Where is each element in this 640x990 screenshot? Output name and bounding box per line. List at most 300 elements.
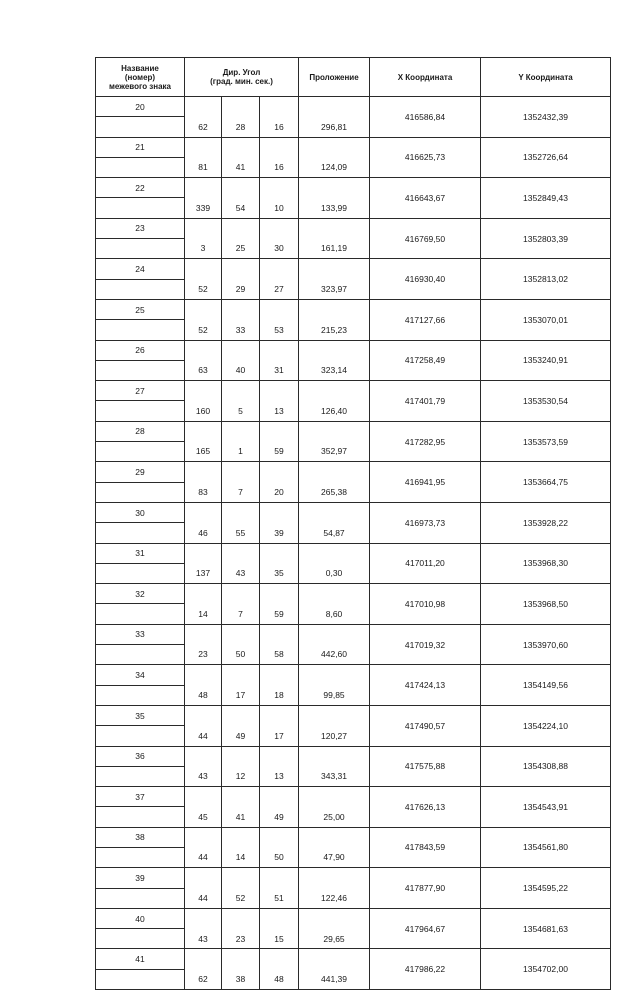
header-point-name-line1: Название: [121, 63, 159, 73]
x-coordinate-cell: 417019,32: [370, 624, 481, 665]
segment-dist-cell: 442,60: [299, 645, 370, 665]
segment-deg-cell: 63: [185, 360, 222, 380]
empty-cell: [299, 705, 370, 725]
segment-min-cell: 55: [222, 523, 260, 543]
empty-cell: [96, 523, 185, 543]
point-name-cell: 32: [96, 584, 185, 604]
segment-sec-cell: 31: [260, 360, 299, 380]
x-coordinate-cell: 417877,90: [370, 868, 481, 909]
point-name-cell: 28: [96, 421, 185, 441]
empty-cell: [299, 746, 370, 766]
empty-cell: [299, 624, 370, 644]
segment-min-cell: 29: [222, 279, 260, 299]
point-name-cell: 27: [96, 381, 185, 401]
header-point-name: [96, 58, 185, 97]
y-coordinate-cell: 1353968,50: [481, 584, 611, 625]
empty-cell: [299, 462, 370, 482]
empty-cell: [222, 218, 260, 238]
segment-dist-cell: 161,19: [299, 239, 370, 259]
point-row: [96, 584, 611, 604]
segment-sec-cell: 59: [260, 442, 299, 462]
segment-min-cell: 1: [222, 442, 260, 462]
empty-cell: [222, 462, 260, 482]
segment-dist-cell: 99,85: [299, 685, 370, 705]
empty-cell: [96, 320, 185, 340]
point-name-cell: 25: [96, 299, 185, 319]
segment-dist-cell: 29,65: [299, 929, 370, 949]
header-direction-angle: [185, 58, 299, 97]
empty-cell: [185, 340, 222, 360]
segment-sec-cell: 18: [260, 685, 299, 705]
empty-cell: [96, 929, 185, 949]
empty-cell: [222, 584, 260, 604]
segment-sec-cell: 58: [260, 645, 299, 665]
empty-cell: [185, 218, 222, 238]
segment-dist-cell: 126,40: [299, 401, 370, 421]
empty-cell: [96, 279, 185, 299]
segment-min-cell: 14: [222, 847, 260, 867]
empty-cell: [185, 624, 222, 644]
point-name-cell: 23: [96, 218, 185, 238]
segment-sec-cell: 13: [260, 401, 299, 421]
empty-cell: [96, 847, 185, 867]
empty-cell: [260, 868, 299, 888]
empty-cell: [222, 421, 260, 441]
segment-sec-cell: 50: [260, 847, 299, 867]
point-name-cell: 31: [96, 543, 185, 563]
y-coordinate-cell: 1353530,54: [481, 381, 611, 422]
empty-cell: [299, 665, 370, 685]
x-coordinate-cell: 417986,22: [370, 949, 481, 990]
x-coordinate-cell: 417011,20: [370, 543, 481, 584]
segment-deg-cell: 81: [185, 157, 222, 177]
segment-min-cell: 49: [222, 726, 260, 746]
segment-deg-cell: 160: [185, 401, 222, 421]
segment-dist-cell: 296,81: [299, 117, 370, 137]
empty-cell: [185, 746, 222, 766]
empty-cell: [260, 543, 299, 563]
segment-dist-cell: 0,30: [299, 563, 370, 583]
segment-deg-cell: 44: [185, 847, 222, 867]
segment-sec-cell: 51: [260, 888, 299, 908]
empty-cell: [96, 726, 185, 746]
empty-cell: [222, 868, 260, 888]
empty-cell: [222, 949, 260, 969]
empty-cell: [299, 178, 370, 198]
empty-cell: [96, 969, 185, 989]
segment-dist-cell: 8,60: [299, 604, 370, 624]
empty-cell: [222, 259, 260, 279]
segment-deg-cell: 44: [185, 888, 222, 908]
empty-cell: [96, 442, 185, 462]
empty-cell: [185, 137, 222, 157]
empty-cell: [260, 584, 299, 604]
header-point-name-line3: межевого знака: [108, 81, 172, 91]
empty-cell: [260, 502, 299, 522]
x-coordinate-cell: 416973,73: [370, 502, 481, 543]
point-row: [96, 178, 611, 198]
point-name-cell: 24: [96, 259, 185, 279]
table-header-row: [96, 58, 611, 97]
segment-dist-cell: 343,31: [299, 766, 370, 786]
empty-cell: [299, 340, 370, 360]
x-coordinate-cell: 416586,84: [370, 97, 481, 138]
point-name-cell: 26: [96, 340, 185, 360]
point-row: [96, 340, 611, 360]
segment-sec-cell: 59: [260, 604, 299, 624]
boundary-coordinates-sheet: [95, 57, 610, 990]
segment-dist-cell: 441,39: [299, 969, 370, 989]
x-coordinate-cell: 417626,13: [370, 787, 481, 828]
y-coordinate-cell: 1353970,60: [481, 624, 611, 665]
y-coordinate-cell: 1354224,10: [481, 705, 611, 746]
segment-dist-cell: 323,97: [299, 279, 370, 299]
y-coordinate-cell: 1353968,30: [481, 543, 611, 584]
x-coordinate-cell: 417282,95: [370, 421, 481, 462]
segment-sec-cell: 16: [260, 117, 299, 137]
segment-dist-cell: 122,46: [299, 888, 370, 908]
empty-cell: [185, 543, 222, 563]
header-x-coordinate: X Координата: [370, 58, 481, 97]
segment-deg-cell: 14: [185, 604, 222, 624]
x-coordinate-cell: 417575,88: [370, 746, 481, 787]
empty-cell: [260, 746, 299, 766]
empty-cell: [260, 218, 299, 238]
empty-cell: [299, 868, 370, 888]
point-name-cell: 40: [96, 908, 185, 928]
header-angle-title: Дир. Угол: [222, 68, 261, 77]
empty-cell: [299, 218, 370, 238]
empty-cell: [222, 787, 260, 807]
x-coordinate-cell: 417258,49: [370, 340, 481, 381]
empty-cell: [260, 421, 299, 441]
point-row: [96, 462, 611, 482]
x-coordinate-cell: 416625,73: [370, 137, 481, 178]
segment-deg-cell: 52: [185, 279, 222, 299]
empty-cell: [260, 178, 299, 198]
empty-cell: [260, 787, 299, 807]
point-row: [96, 787, 611, 807]
segment-sec-cell: 49: [260, 807, 299, 827]
x-coordinate-cell: 416643,67: [370, 178, 481, 219]
segment-min-cell: 7: [222, 604, 260, 624]
segment-min-cell: 40: [222, 360, 260, 380]
segment-sec-cell: 27: [260, 279, 299, 299]
point-name-cell: 38: [96, 827, 185, 847]
point-row: [96, 624, 611, 644]
segment-sec-cell: 20: [260, 482, 299, 502]
empty-cell: [185, 868, 222, 888]
point-name-cell: 35: [96, 705, 185, 725]
segment-dist-cell: 352,97: [299, 442, 370, 462]
empty-cell: [260, 827, 299, 847]
y-coordinate-cell: 1352726,64: [481, 137, 611, 178]
segment-deg-cell: 48: [185, 685, 222, 705]
segment-min-cell: 25: [222, 239, 260, 259]
empty-cell: [299, 827, 370, 847]
empty-cell: [96, 807, 185, 827]
empty-cell: [299, 421, 370, 441]
empty-cell: [260, 624, 299, 644]
segment-min-cell: 28: [222, 117, 260, 137]
y-coordinate-cell: 1352432,39: [481, 97, 611, 138]
empty-cell: [96, 604, 185, 624]
x-coordinate-cell: 417490,57: [370, 705, 481, 746]
empty-cell: [299, 137, 370, 157]
segment-deg-cell: 339: [185, 198, 222, 218]
empty-cell: [260, 949, 299, 969]
x-coordinate-cell: 417401,79: [370, 381, 481, 422]
empty-cell: [185, 908, 222, 928]
x-coordinate-cell: 417964,67: [370, 908, 481, 949]
point-name-cell: 33: [96, 624, 185, 644]
empty-cell: [185, 299, 222, 319]
empty-cell: [299, 299, 370, 319]
y-coordinate-cell: 1353664,75: [481, 462, 611, 503]
segment-dist-cell: 120,27: [299, 726, 370, 746]
segment-deg-cell: 46: [185, 523, 222, 543]
segment-deg-cell: 45: [185, 807, 222, 827]
empty-cell: [96, 563, 185, 583]
point-name-cell: 39: [96, 868, 185, 888]
empty-cell: [96, 117, 185, 137]
empty-cell: [222, 299, 260, 319]
empty-cell: [222, 97, 260, 117]
y-coordinate-cell: 1353928,22: [481, 502, 611, 543]
y-coordinate-cell: 1354702,00: [481, 949, 611, 990]
segment-deg-cell: 62: [185, 969, 222, 989]
empty-cell: [222, 502, 260, 522]
empty-cell: [185, 462, 222, 482]
empty-cell: [222, 624, 260, 644]
empty-cell: [185, 665, 222, 685]
y-coordinate-cell: 1353240,91: [481, 340, 611, 381]
segment-dist-cell: 25,00: [299, 807, 370, 827]
segment-dist-cell: 124,09: [299, 157, 370, 177]
segment-sec-cell: 17: [260, 726, 299, 746]
point-name-cell: 21: [96, 137, 185, 157]
empty-cell: [260, 462, 299, 482]
empty-cell: [185, 787, 222, 807]
segment-deg-cell: 23: [185, 645, 222, 665]
coordinates-table: [95, 57, 611, 990]
point-name-cell: 37: [96, 787, 185, 807]
y-coordinate-cell: 1354543,91: [481, 787, 611, 828]
empty-cell: [260, 137, 299, 157]
empty-cell: [299, 97, 370, 117]
point-name-cell: 30: [96, 502, 185, 522]
point-row: [96, 827, 611, 847]
point-row: [96, 381, 611, 401]
empty-cell: [96, 401, 185, 421]
segment-sec-cell: 48: [260, 969, 299, 989]
empty-cell: [222, 381, 260, 401]
point-row: [96, 97, 611, 117]
segment-min-cell: 7: [222, 482, 260, 502]
empty-cell: [96, 766, 185, 786]
segment-min-cell: 41: [222, 157, 260, 177]
empty-cell: [96, 888, 185, 908]
x-coordinate-cell: 417843,59: [370, 827, 481, 868]
point-name-cell: 41: [96, 949, 185, 969]
segment-dist-cell: 54,87: [299, 523, 370, 543]
segment-dist-cell: 133,99: [299, 198, 370, 218]
point-row: [96, 137, 611, 157]
segment-deg-cell: 165: [185, 442, 222, 462]
point-name-cell: 34: [96, 665, 185, 685]
empty-cell: [96, 645, 185, 665]
segment-dist-cell: 265,38: [299, 482, 370, 502]
segment-deg-cell: 137: [185, 563, 222, 583]
empty-cell: [299, 908, 370, 928]
point-row: [96, 259, 611, 279]
segment-dist-cell: 323,14: [299, 360, 370, 380]
empty-cell: [299, 259, 370, 279]
empty-cell: [222, 178, 260, 198]
empty-cell: [185, 178, 222, 198]
empty-cell: [96, 157, 185, 177]
segment-min-cell: 17: [222, 685, 260, 705]
empty-cell: [185, 827, 222, 847]
segment-dist-cell: 215,23: [299, 320, 370, 340]
point-row: [96, 421, 611, 441]
empty-cell: [222, 705, 260, 725]
empty-cell: [96, 239, 185, 259]
empty-cell: [185, 381, 222, 401]
empty-cell: [299, 381, 370, 401]
empty-cell: [222, 746, 260, 766]
point-row: [96, 218, 611, 238]
x-coordinate-cell: 417424,13: [370, 665, 481, 706]
segment-min-cell: 43: [222, 563, 260, 583]
point-row: [96, 665, 611, 685]
empty-cell: [260, 299, 299, 319]
segment-sec-cell: 15: [260, 929, 299, 949]
segment-sec-cell: 30: [260, 239, 299, 259]
empty-cell: [260, 259, 299, 279]
x-coordinate-cell: 416941,95: [370, 462, 481, 503]
y-coordinate-cell: 1352813,02: [481, 259, 611, 300]
table-body: [96, 97, 611, 990]
y-coordinate-cell: 1353573,59: [481, 421, 611, 462]
point-name-cell: 29: [96, 462, 185, 482]
empty-cell: [96, 685, 185, 705]
segment-min-cell: 41: [222, 807, 260, 827]
point-row: [96, 868, 611, 888]
segment-deg-cell: 83: [185, 482, 222, 502]
empty-cell: [185, 259, 222, 279]
segment-min-cell: 5: [222, 401, 260, 421]
empty-cell: [222, 543, 260, 563]
empty-cell: [299, 502, 370, 522]
empty-cell: [260, 665, 299, 685]
segment-sec-cell: 53: [260, 320, 299, 340]
empty-cell: [185, 502, 222, 522]
x-coordinate-cell: 417010,98: [370, 584, 481, 625]
point-name-cell: 22: [96, 178, 185, 198]
x-coordinate-cell: 416769,50: [370, 218, 481, 259]
segment-min-cell: 12: [222, 766, 260, 786]
header-point-name-line2: (номер): [124, 72, 156, 82]
empty-cell: [96, 198, 185, 218]
empty-cell: [299, 949, 370, 969]
point-row: [96, 949, 611, 969]
empty-cell: [185, 705, 222, 725]
y-coordinate-cell: 1354561,80: [481, 827, 611, 868]
empty-cell: [222, 137, 260, 157]
segment-sec-cell: 16: [260, 157, 299, 177]
empty-cell: [299, 787, 370, 807]
point-row: [96, 299, 611, 319]
segment-min-cell: 52: [222, 888, 260, 908]
segment-sec-cell: 13: [260, 766, 299, 786]
header-y-coordinate: Y Координата: [481, 58, 611, 97]
segment-sec-cell: 35: [260, 563, 299, 583]
point-row: [96, 502, 611, 522]
empty-cell: [222, 340, 260, 360]
empty-cell: [222, 908, 260, 928]
empty-cell: [260, 97, 299, 117]
point-row: [96, 908, 611, 928]
segment-deg-cell: 43: [185, 766, 222, 786]
point-name-cell: 36: [96, 746, 185, 766]
y-coordinate-cell: 1352803,39: [481, 218, 611, 259]
segment-min-cell: 23: [222, 929, 260, 949]
point-name-cell: 20: [96, 97, 185, 117]
segment-min-cell: 38: [222, 969, 260, 989]
empty-cell: [222, 665, 260, 685]
point-row: [96, 543, 611, 563]
segment-min-cell: 33: [222, 320, 260, 340]
point-row: [96, 705, 611, 725]
segment-sec-cell: 10: [260, 198, 299, 218]
y-coordinate-cell: 1354308,88: [481, 746, 611, 787]
empty-cell: [260, 381, 299, 401]
empty-cell: [260, 340, 299, 360]
y-coordinate-cell: 1352849,43: [481, 178, 611, 219]
empty-cell: [185, 421, 222, 441]
header-angle-units: (град. мин. сек.): [210, 77, 273, 86]
header-distance: Проложение: [299, 58, 370, 97]
empty-cell: [185, 949, 222, 969]
y-coordinate-cell: 1354681,63: [481, 908, 611, 949]
empty-cell: [185, 97, 222, 117]
segment-dist-cell: 47,90: [299, 847, 370, 867]
segment-deg-cell: 43: [185, 929, 222, 949]
empty-cell: [299, 543, 370, 563]
segment-min-cell: 54: [222, 198, 260, 218]
x-coordinate-cell: 416930,40: [370, 259, 481, 300]
empty-cell: [222, 827, 260, 847]
x-coordinate-cell: 417127,66: [370, 299, 481, 340]
empty-cell: [260, 705, 299, 725]
segment-deg-cell: 52: [185, 320, 222, 340]
empty-cell: [96, 482, 185, 502]
y-coordinate-cell: 1354149,56: [481, 665, 611, 706]
segment-deg-cell: 44: [185, 726, 222, 746]
empty-cell: [96, 360, 185, 380]
segment-deg-cell: 3: [185, 239, 222, 259]
y-coordinate-cell: 1353070,01: [481, 299, 611, 340]
empty-cell: [260, 908, 299, 928]
segment-min-cell: 50: [222, 645, 260, 665]
y-coordinate-cell: 1354595,22: [481, 868, 611, 909]
segment-sec-cell: 39: [260, 523, 299, 543]
empty-cell: [185, 584, 222, 604]
point-row: [96, 746, 611, 766]
empty-cell: [299, 584, 370, 604]
segment-deg-cell: 62: [185, 117, 222, 137]
